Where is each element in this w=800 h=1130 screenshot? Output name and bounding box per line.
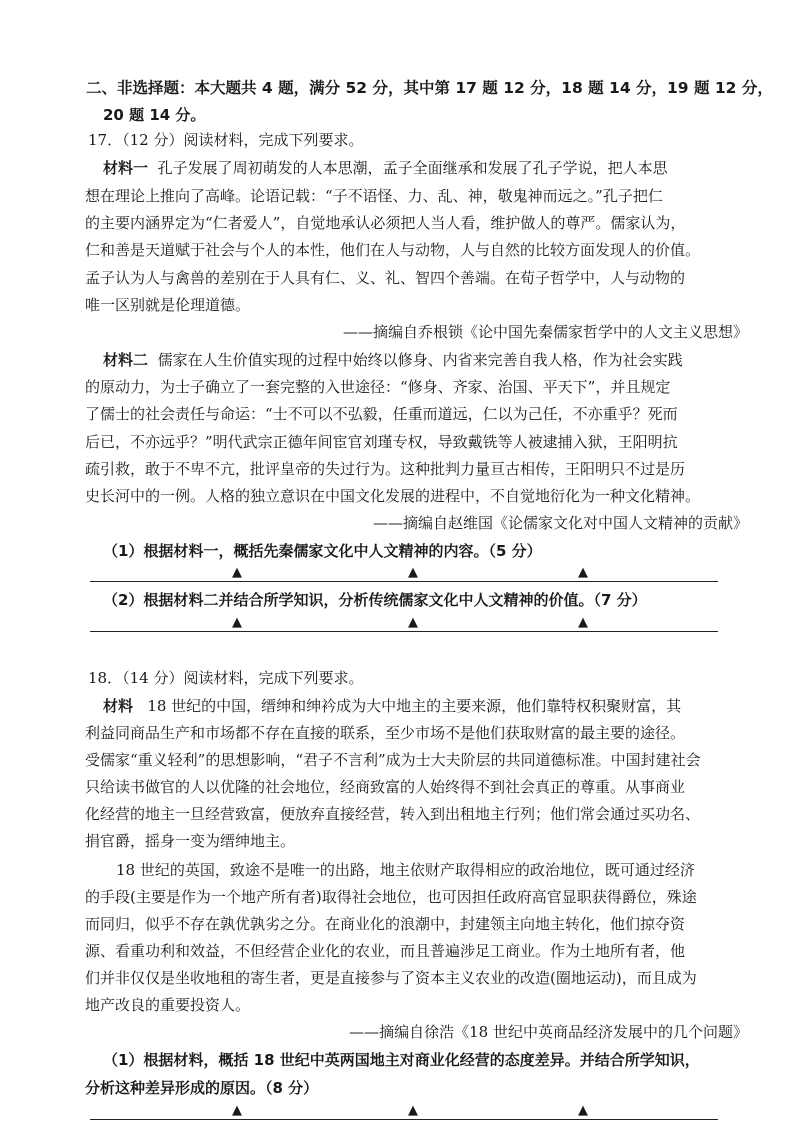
section-header-line1: 二、非选择题：本大题共 4 题，满分 52 分，其中第 17 题 12 分，18 题 14 分，19 题 12 分， bbox=[86, 79, 773, 97]
q17-subquestion-2: （2）根据材料二并结合所学知识，分析传统儒家文化中人文精神的价值。（7 分） bbox=[103, 591, 647, 609]
q18-subquestion-1-line2: 分析这种差异形成的原因。（8 分） bbox=[85, 1079, 319, 1097]
q17-material2-text: 儒家在人生价值实现的过程中始终以修身、内省来完善自我人格，作为社会实践 bbox=[157, 351, 683, 369]
answer-marker: ▲ bbox=[578, 615, 588, 630]
q18-material-line12: 地产改良的重要投资人。 bbox=[85, 996, 251, 1014]
q17-subquestion-1: （1）根据材料一，概括先秦儒家文化中人文精神的内容。（5 分） bbox=[103, 542, 542, 560]
q18-material-line5: 化经营的地主一旦经营致富，便放弃直接经营，转入到出租地主行列；他们常会通过买功名、 bbox=[85, 805, 701, 823]
answer-marker: ▲ bbox=[408, 565, 418, 580]
answer-marker: ▲ bbox=[578, 565, 588, 580]
q17-material2-line3: 了儒士的社会责任与命运：“士不可以不弘毅，任重而道远，仁以为己任，不亦重乎？死而 bbox=[85, 405, 678, 423]
q18-material-line8: 的手段(主要是作为一个地产所有者)取得社会地位，也可因担任政府高官显职获得爵位，殊途 bbox=[85, 888, 697, 906]
q17-material1-line6: 唯一区别就是伦理道德。 bbox=[85, 296, 251, 314]
answer-marker: ▲ bbox=[232, 565, 242, 580]
q18-material-text: 18 世纪的中国，缙绅和绅衿成为大中地主的主要来源，他们靠特权积聚财富，其 bbox=[147, 697, 682, 715]
q18-material-label: 材料 bbox=[103, 697, 134, 715]
answer-line bbox=[90, 631, 718, 632]
q17-material2-label: 材料二 bbox=[103, 351, 149, 369]
q18-material-line7: 18 世纪的英国，致途不是唯一的出路，地主依财产取得相应的政治地位，既可通过经济 bbox=[116, 861, 695, 879]
answer-marker: ▲ bbox=[232, 1103, 242, 1118]
q17-material2-line2: 的原动力，为士子确立了一套完整的入世途径：“修身、齐家、治国、平天下”，并且规定 bbox=[85, 378, 671, 396]
q18-material-line4: 只给读书做官的人以优隆的社会地位，经商致富的人始终得不到社会真正的尊重。从事商业 bbox=[85, 778, 686, 796]
q18-material-line3: 受儒家“重义轻利”的思想影响，“君子不言利”成为士大夫阶层的共同道德标准。中国封建社会 bbox=[85, 751, 701, 769]
q17-material2-line4: 后已，不亦远乎？”明代武宗正德年间宦官刘瑾专权，导致戴铣等人被逮捕入狱，王阳明抗 bbox=[85, 433, 678, 451]
answer-marker: ▲ bbox=[408, 615, 418, 630]
q17-material1-line5: 孟子认为人与禽兽的差别在于人具有仁、义、礼、智四个善端。在荀子哲学中，人与动物的 bbox=[85, 269, 686, 287]
q17-material1-label: 材料一 bbox=[103, 159, 149, 177]
q17-material1-source: ——摘编自乔根锁《论中国先秦儒家哲学中的人文主义思想》 bbox=[342, 323, 748, 341]
q17-material2-line1 bbox=[103, 350, 683, 370]
q17-material1-line3: 的主要内涵界定为“仁者爱人”，自觉地承认必须把人当人看，维护做人的尊严。儒家认为， bbox=[85, 214, 686, 232]
q18-material-line6: 捐官爵，摇身一变为缙绅地主。 bbox=[85, 832, 296, 850]
answer-marker: ▲ bbox=[232, 615, 242, 630]
q18-title: 18．（14 分）阅读材料，完成下列要求。 bbox=[88, 669, 364, 687]
q17-material1-line4: 仁和善是天道赋于社会与个人的本性，他们在人与动物，人与自然的比较方面发现人的价值。 bbox=[85, 241, 701, 259]
q17-material1-line2: 想在理论上推向了高峰。论语记载：“子不语怪、力、乱、神，敬鬼神而远之。”孔子把仁 bbox=[85, 187, 663, 205]
answer-marker: ▲ bbox=[408, 1103, 418, 1118]
q17-material2-line5: 疏引救，敢于不卑不亢，批评皇帝的失过行为。这种批判力量亘古相传，王阳明只不过是历 bbox=[85, 460, 686, 478]
q18-material-line10: 源、看重功利和效益，不但经营企业化的农业，而且普遍涉足工商业。作为土地所有者，他 bbox=[85, 942, 686, 960]
section-header-line2: 20 题 14 分。 bbox=[103, 106, 206, 124]
q18-subquestion-1-line1: （1）根据材料，概括 18 世纪中英两国地主对商业化经营的态度差异。并结合所学知识， bbox=[103, 1051, 700, 1069]
answer-line bbox=[90, 1119, 718, 1120]
answer-line bbox=[90, 581, 718, 582]
q17-material1-line1 bbox=[103, 158, 668, 178]
q18-material-line11: 们并非仅仅是坐收地租的寄生者，更是直接参与了资本主义农业的改造(圈地运动)，而且成为 bbox=[85, 969, 697, 987]
q17-title: 17．（12 分）阅读材料，完成下列要求。 bbox=[88, 131, 364, 149]
q17-material2-line6: 史长河中的一例。人格的独立意识在中国文化发展的进程中，不自觉地衍化为一种文化精神。 bbox=[85, 487, 701, 505]
q18-material-line1 bbox=[103, 696, 681, 716]
q17-material2-source: ——摘编自赵维国《论儒家文化对中国人文精神的贡献》 bbox=[372, 514, 748, 532]
q18-material-line2: 利益同商品生产和市场都不存在直接的联系，至少市场不是他们获取财富的最主要的途径。 bbox=[85, 724, 686, 742]
q18-material-source: ——摘编自徐浩《18 世纪中英商品经济发展中的几个问题》 bbox=[349, 1023, 748, 1041]
answer-marker: ▲ bbox=[578, 1103, 588, 1118]
q18-material-line9: 而同归，似乎不存在孰优孰劣之分。在商业化的浪潮中，封建领主向地主转化，他们掠夺资 bbox=[85, 915, 686, 933]
q17-material1-text: 孔子发展了周初萌发的人本思潮，孟子全面继承和发展了孔子学说，把人本思 bbox=[157, 159, 668, 177]
